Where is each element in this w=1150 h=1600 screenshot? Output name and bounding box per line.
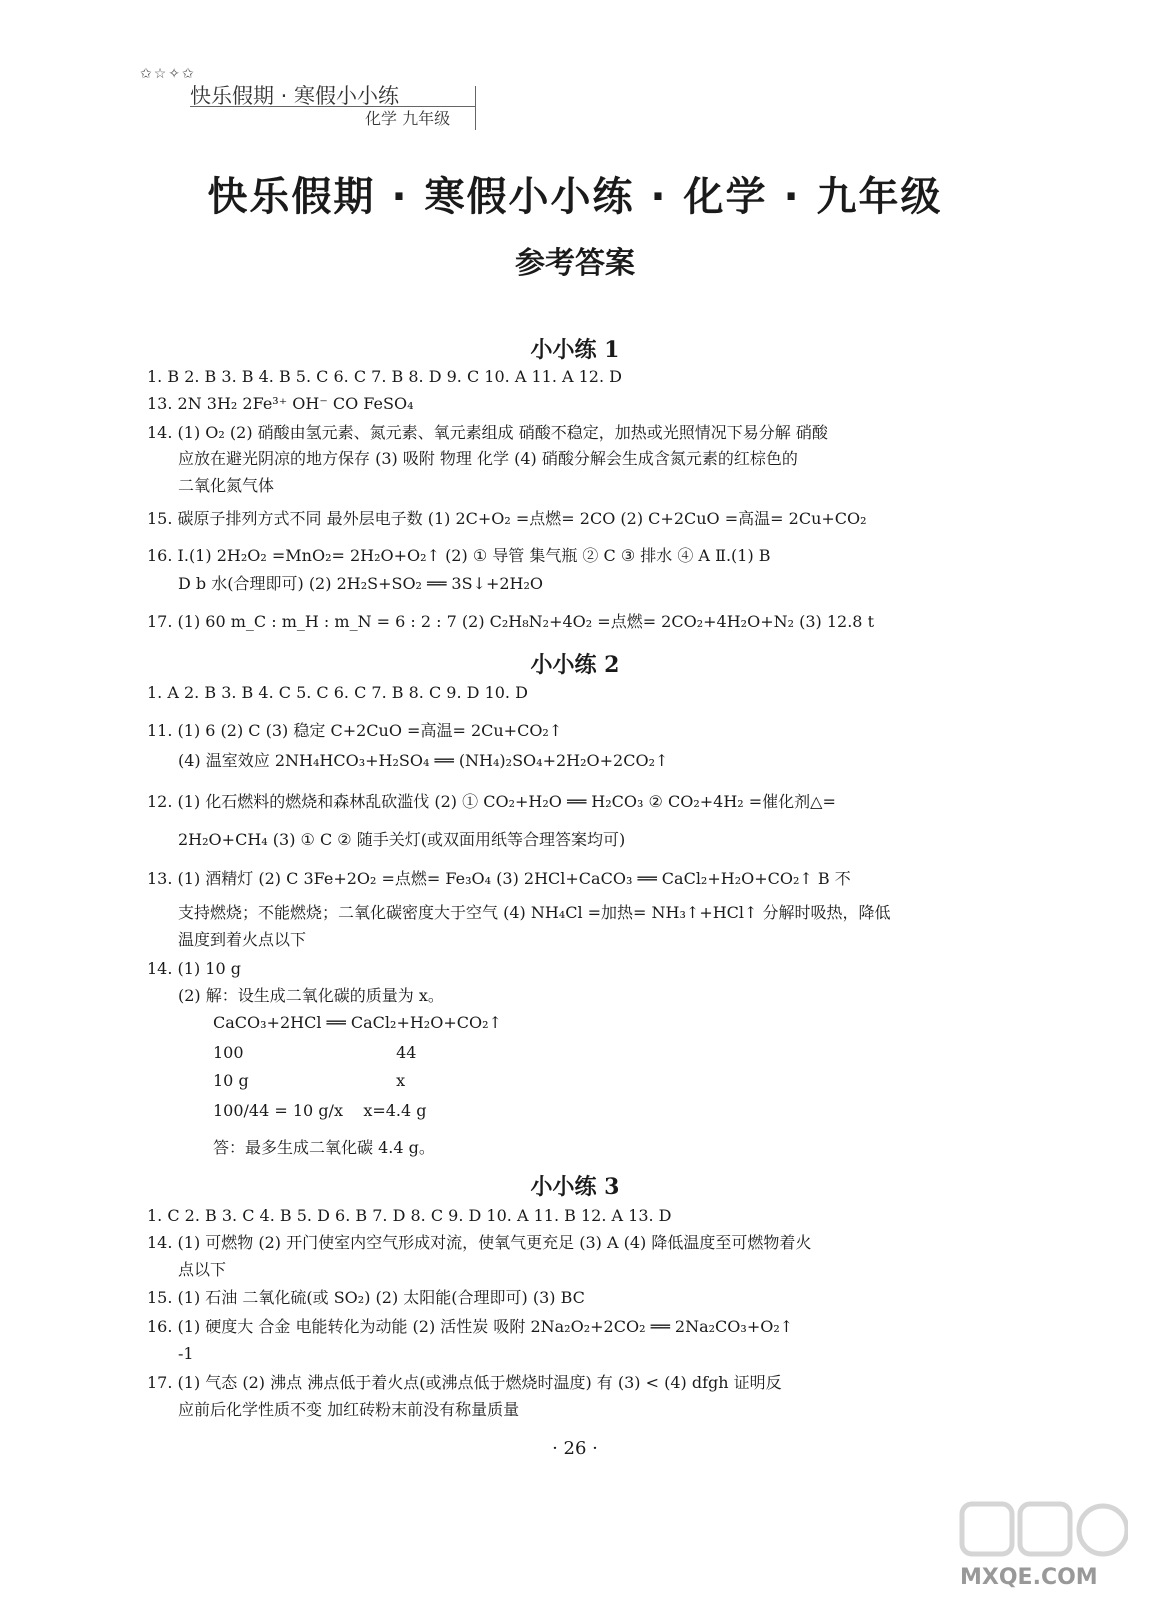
- section-heading-2: 小小练 2: [530, 652, 620, 678]
- answer-line: 温度到着火点以下: [178, 930, 307, 949]
- answer-line: D b 水(合理即可) (2) 2H₂S+SO₂ ══ 3S↓+2H₂O: [178, 574, 544, 593]
- answer-line: 12. (1) 化石燃料的燃烧和森林乱砍滥伐 (2) ① CO₂+H₂O ══ H₂CO₃ ② CO₂+4H₂ =催化剂△=: [147, 792, 836, 811]
- section-heading-3: 小小练 3: [530, 1174, 620, 1200]
- answer-line: 13. (1) 酒精灯 (2) C 3Fe+2O₂ =点燃= Fe₃O₄ (3) 2HCl+CaCO₃ ══ CaCl₂+H₂O+CO₂↑ B 不: [147, 869, 851, 888]
- header-vertical-divider: [475, 86, 476, 130]
- answer-line: 1. C 2. B 3. C 4. B 5. D 6. B 7. D 8. C 9. D 10. A 11. B 12. A 13. D: [147, 1206, 672, 1225]
- answer-line: 2H₂O+CH₄ (3) ① C ② 随手关灯(或双面用纸等合理答案均可): [178, 830, 626, 849]
- answer-line: 1. A 2. B 3. B 4. C 5. C 6. C 7. B 8. C 9. D 10. D: [147, 683, 528, 702]
- answer-line: (2) 解：设生成二氧化碳的质量为 x。: [178, 986, 444, 1005]
- series-title: 快乐假期 · 寒假小小练: [190, 84, 400, 108]
- answer-line: 1. B 2. B 3. B 4. B 5. C 6. C 7. B 8. D 9. C 10. A 11. A 12. D: [147, 367, 622, 386]
- page-title: 快乐假期 · 寒假小小练 · 化学 · 九年级: [207, 174, 943, 220]
- answer-line: 应放在避光阴凉的地方保存 (3) 吸附 物理 化学 (4) 硝酸分解会生成含氮元素的红棕色的: [178, 449, 798, 468]
- answer-line: 17. (1) 60 m_C : m_H : m_N = 6 : 2 : 7 (2) C₂H₈N₂+4O₂ =点燃= 2CO₂+4H₂O+N₂ (3) 12.8 t: [147, 612, 875, 631]
- answer-line: 16. (1) 硬度大 合金 电能转化为动能 (2) 活性炭 吸附 2Na₂O₂+2CO₂ ══ 2Na₂CO₃+O₂↑: [147, 1317, 794, 1336]
- answer-line: 14. (1) 10 g: [147, 959, 241, 978]
- section-heading-1: 小小练 1: [530, 337, 620, 363]
- answer-line: 14. (1) 可燃物 (2) 开门使室内空气形成对流，使氧气更充足 (3) A (4) 降低温度至可燃物着火: [147, 1233, 812, 1252]
- answer-line: 15. 碳原子排列方式不同 最外层电子数 (1) 2C+O₂ =点燃= 2CO (2) C+2CuO =高温= 2Cu+CO₂: [147, 509, 867, 528]
- answer-line: 15. (1) 石油 二氧化硫(或 SO₂) (2) 太阳能(合理即可) (3) BC: [147, 1288, 585, 1307]
- answer-line: 17. (1) 气态 (2) 沸点 沸点低于着火点(或沸点低于燃烧时温度) 有 (3) < (4) dfgh 证明反: [147, 1373, 782, 1392]
- answer-line: 点以下: [178, 1260, 227, 1279]
- answer-line: 10 g x: [213, 1071, 406, 1090]
- answer-line: 应前后化学性质不变 加红砖粉末前没有称量质量: [178, 1400, 520, 1419]
- answer-line: 14. (1) O₂ (2) 硝酸由氢元素、氮元素、氧元素组成 硝酸不稳定，加热或光照情况下易分解 硝酸: [147, 423, 828, 442]
- answer-line: 11. (1) 6 (2) C (3) 稳定 C+2CuO =高温= 2Cu+CO₂↑: [147, 721, 563, 740]
- answer-line: -1: [178, 1344, 194, 1363]
- page-subtitle: 参考答案: [515, 246, 635, 281]
- answer-line: 16. Ⅰ.(1) 2H₂O₂ =MnO₂= 2H₂O+O₂↑ (2) ① 导管 集气瓶 ② C ③ 排水 ④ A Ⅱ.(1) B: [147, 546, 771, 565]
- answer-line: 13. 2N 3H₂ 2Fe³⁺ OH⁻ CO FeSO₄: [147, 394, 414, 413]
- subject-grade: 化学 九年级: [365, 109, 451, 128]
- watermark-text: MXQE.COM: [960, 1565, 1098, 1590]
- answer-line: 支持燃烧；不能燃烧；二氧化碳密度大于空气 (4) NH₄Cl =加热= NH₃↑+HCl↑ 分解时吸热，降低: [178, 903, 891, 922]
- running-header: [140, 66, 480, 136]
- answer-line: CaCO₃+2HCl ══ CaCl₂+H₂O+CO₂↑: [213, 1013, 502, 1032]
- answer-line: 100/44 = 10 g/x x=4.4 g: [213, 1101, 427, 1120]
- star-decoration-icon: ✩☆✧✩: [140, 66, 196, 82]
- answer-line: 二氧化氮气体: [178, 476, 275, 495]
- answer-line: 100 44: [213, 1043, 417, 1062]
- answer-line: 答：最多生成二氧化碳 4.4 g。: [213, 1138, 435, 1157]
- answer-line: (4) 温室效应 2NH₄HCO₃+H₂SO₄ ══ (NH₄)₂SO₄+2H₂O+2CO₂↑: [178, 751, 669, 770]
- page-number: · 26 ·: [552, 1438, 598, 1459]
